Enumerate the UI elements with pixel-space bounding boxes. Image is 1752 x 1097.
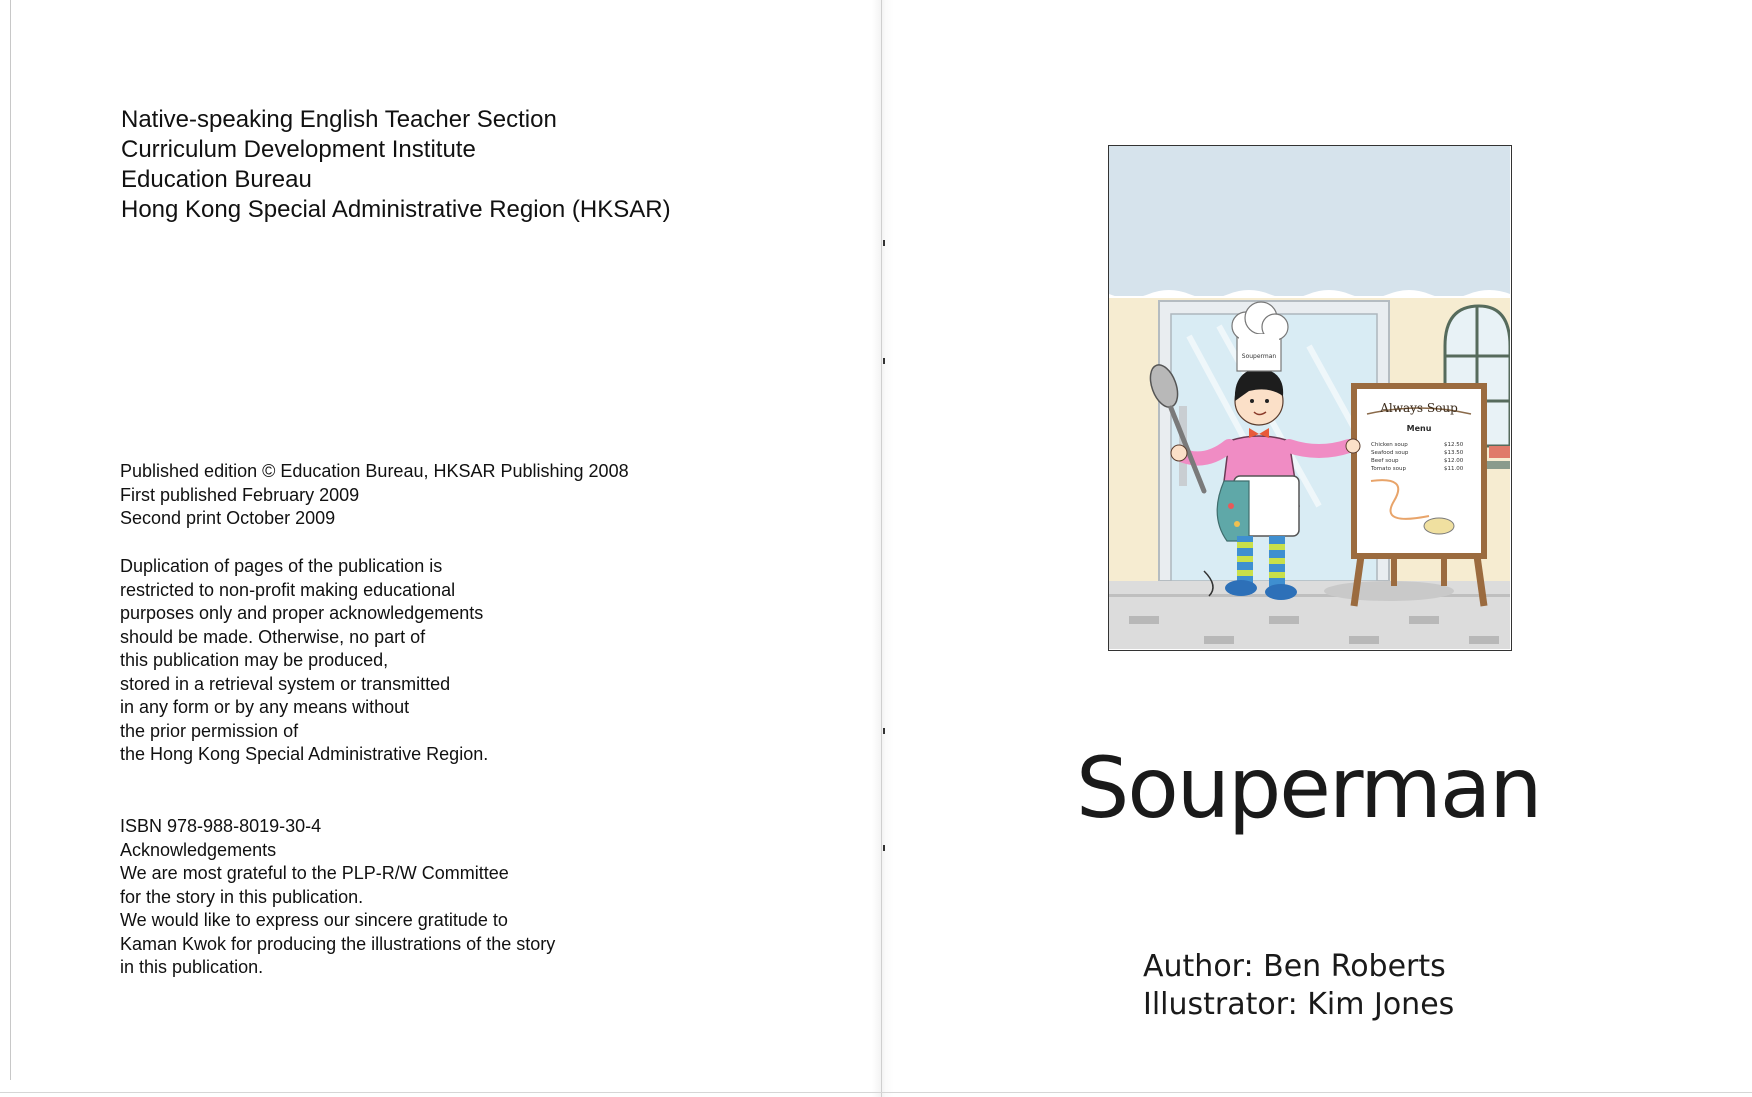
scan-mark <box>883 728 885 734</box>
illustrator-credit: Illustrator: Kim Jones <box>1143 987 1455 1022</box>
organization-line: Native-speaking English Teacher Section <box>121 106 557 133</box>
scan-mark <box>883 845 885 851</box>
credits <box>1143 948 1454 1024</box>
page-edge <box>10 0 11 1080</box>
menu-item-name: Tomato soup <box>1371 466 1406 472</box>
menu-item-price: $11.00 <box>1444 466 1464 472</box>
notice-line: stored in a retrieval system or transmitted <box>120 673 451 694</box>
publication-line: Second print October 2009 <box>120 508 336 528</box>
acknowledgements-heading: Acknowledgements <box>120 839 277 860</box>
hat-text: Souperman <box>1241 353 1277 360</box>
isbn-line: ISBN 978-988-8019-30-4 <box>120 816 322 836</box>
publication-info <box>120 460 629 531</box>
isbn-acknowledgements <box>120 815 555 980</box>
menu-heading: Menu <box>1406 424 1432 433</box>
book-title: Souperman <box>1076 739 1541 837</box>
organization-block <box>121 105 671 225</box>
menu-item-price: $13.50 <box>1444 450 1464 456</box>
scan-mark <box>883 358 885 364</box>
organization-line: Hong Kong Special Administrative Region (HKSAR) <box>121 196 671 223</box>
book-gutter <box>881 0 882 1097</box>
notice-line: in any form or by any means without <box>120 697 410 717</box>
chef-illustration <box>1109 146 1510 649</box>
sign-title: Always Soup <box>1380 401 1458 415</box>
notice-line: purposes only and proper acknowledgements <box>120 603 484 623</box>
scan-mark <box>883 240 885 246</box>
menu-item-name: Seafood soup <box>1371 450 1409 456</box>
notice-line: the Hong Kong Special Administrative Region. <box>120 744 489 764</box>
organization-line: Curriculum Development Institute <box>121 136 476 163</box>
notice-line: Duplication of pages of the publication is <box>120 556 443 576</box>
publication-line: First published February 2009 <box>120 484 360 505</box>
notice-line: this publication may be produced, <box>120 650 389 670</box>
acknowledgement-line: We would like to express our sincere gratitude to <box>120 910 508 930</box>
gutter-shadow <box>872 0 894 1097</box>
organization-line: Education Bureau <box>121 166 312 193</box>
author-credit: Author: Ben Roberts <box>1143 949 1446 984</box>
menu-item-price: $12.50 <box>1444 442 1464 448</box>
menu-item-name: Chicken soup <box>1371 442 1408 448</box>
acknowledgement-line: in this publication. <box>120 957 264 977</box>
publication-line: Published edition © Education Bureau, HKSAR Publishing 2008 <box>120 461 629 481</box>
acknowledgement-line: Kaman Kwok for producing the illustrations of the story <box>120 933 556 954</box>
notice-line: the prior permission of <box>120 720 299 741</box>
page-bottom-edge <box>0 1092 1752 1093</box>
acknowledgement-line: We are most grateful to the PLP-R/W Committee <box>120 863 509 883</box>
acknowledgement-line: for the story in this publication. <box>120 886 364 907</box>
cover-illustration <box>1108 145 1512 651</box>
menu-item-name: Beef soup <box>1371 458 1399 464</box>
menu-item-price: $12.00 <box>1444 458 1464 464</box>
notice-line: should be made. Otherwise, no part of <box>120 626 426 647</box>
notice-line: restricted to non-profit making educational <box>120 579 456 600</box>
duplication-notice <box>120 555 488 767</box>
